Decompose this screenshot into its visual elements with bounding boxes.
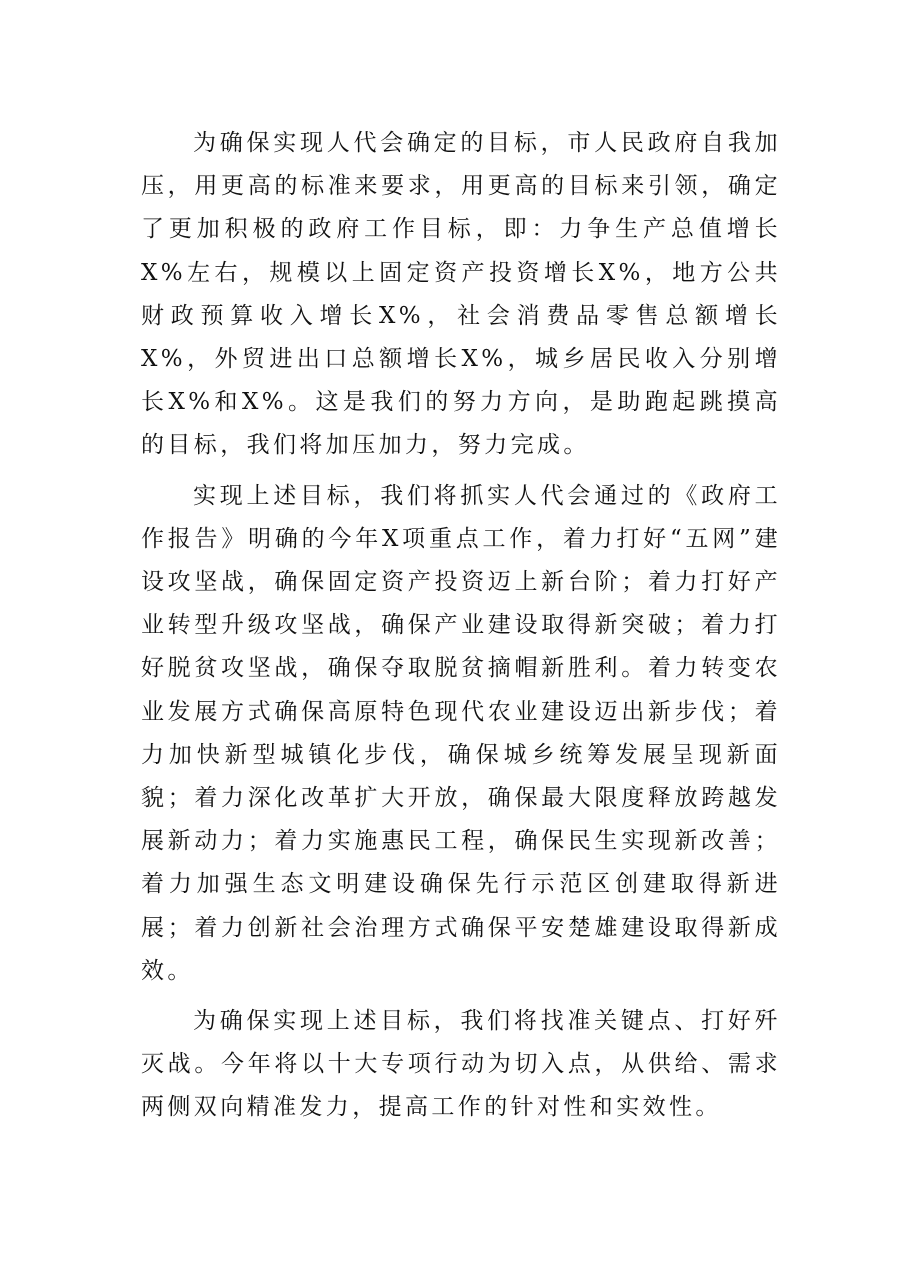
paragraph-special-actions: 为确保实现上述目标，我们将找准关键点、打好歼灭战。今年将以十大专项行动为切入点，从供给、需求两侧双向精准发力，提高工作的针对性和实效性。 <box>141 1008 781 1121</box>
paragraph-targets: 为确保实现人代会确定的目标，市人民政府自我加压，用更高的标准来要求，用更高的目标来引领，确定了更加积极的政府工作目标，即：力争生产总值增长X%左右，规模以上固定资产投资增长X%，地方公共财政预算收入增长X%，社会消费品零售总额增长X%，外贸进出口总额增长X%，城乡居民收入分别增长X%和X%。这是我们的努力方向，是助跑起跳摸高的目标，我们将加压加力，努力完成。 <box>141 130 781 459</box>
document-body <box>141 122 781 1137</box>
paragraph-key-tasks: 实现上述目标，我们将抓实人代会通过的《政府工作报告》明确的今年X项重点工作，着力打好“五网”建设攻坚战，确保固定资产投资迈上新台阶；着力打好产业转型升级攻坚战，确保产业建设取得新突破；着力打好脱贫攻坚战，确保夺取脱贫摘帽新胜利。着力转变农业发展方式确保高原特色现代农业建设迈出新步伐；着力加快新型城镇化步伐，确保城乡统筹发展呈现新面貌；着力深化改革扩大开放，确保最大限度释放跨越发展新动力；着力实施惠民工程，确保民生实现新改善；着力加强生态文明建设确保先行示范区创建取得新进展；着力创新社会治理方式确保平安楚雄建设取得新成效。 <box>141 482 781 984</box>
